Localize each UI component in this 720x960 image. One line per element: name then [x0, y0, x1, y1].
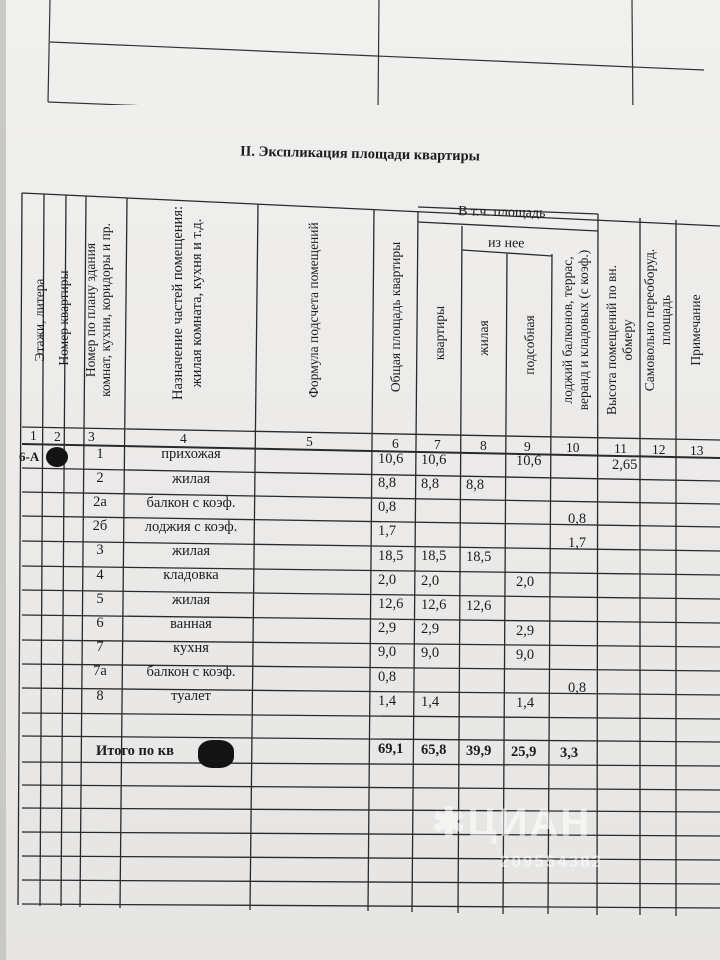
header-note: Примечание	[688, 294, 703, 366]
col-number: 11	[614, 441, 627, 456]
living-area: 8,8	[466, 476, 485, 493]
total-area: 0,8	[378, 499, 397, 516]
total-area: 18,5	[378, 547, 404, 564]
apartment-area: 18,5	[421, 548, 447, 565]
apartment-area: 12,6	[421, 596, 447, 613]
col-number: 1	[30, 428, 37, 443]
apartment-area: 10,6	[421, 451, 447, 468]
totals-label: Итого по кв	[96, 743, 174, 759]
total-area: 8,8	[378, 475, 397, 491]
header-auxiliary: подсобная	[522, 315, 537, 375]
living-area: 12,6	[466, 597, 492, 614]
total-area: 2,9	[378, 620, 397, 637]
apartment-area: 8,8	[421, 475, 440, 492]
watermark-brand: ✱ЦИАН	[432, 801, 592, 845]
totals-apartment: 65,8	[421, 742, 447, 758]
room-name: жилая	[171, 591, 211, 608]
room-number: 7	[96, 639, 104, 656]
room-name: ванная	[170, 615, 212, 632]
balcony-area: 0,8	[568, 680, 587, 697]
room-name: прихожая	[161, 446, 221, 463]
header-unauthorized: Самовольно переоборуд. площадь	[642, 248, 673, 392]
room-name: жилая	[171, 470, 211, 487]
watermark-id: 209554382	[500, 852, 604, 871]
total-area: 10,6	[378, 450, 404, 467]
totals-auxiliary: 25,9	[511, 744, 537, 760]
room-number: 2б	[92, 518, 108, 535]
room-number: 4	[96, 566, 104, 583]
room-number: 8	[96, 687, 104, 704]
total-area: 1,7	[378, 523, 397, 540]
col-number: 3	[88, 429, 95, 444]
apartment-area: 2,0	[421, 572, 440, 589]
col-number: 13	[690, 443, 704, 458]
header-formula: Формула подсчета помещений	[306, 222, 321, 398]
header-plan-number: Номер по плану здания комнат, кухни, коридоры и пр.	[83, 223, 113, 397]
apartment-area: 1,4	[421, 693, 440, 710]
col-number: 5	[306, 434, 313, 449]
room-name: кладовка	[163, 567, 219, 584]
header-total-area: Общая площадь квартиры	[388, 241, 403, 393]
col-number: 7	[434, 437, 441, 452]
col-number: 12	[652, 442, 666, 457]
col-number: 6	[392, 436, 399, 451]
header-of-which: из нее	[487, 235, 525, 252]
room-name: балкон с коэф.	[146, 494, 236, 511]
header-living: жилая	[476, 320, 491, 356]
room-name: кухня	[173, 639, 209, 656]
col-number: 10	[566, 440, 580, 455]
totals-balconies: 3,3	[560, 745, 579, 761]
total-area: 1,4	[378, 692, 397, 709]
balcony-area: 0,8	[568, 510, 587, 527]
auxiliary-area: 1,4	[516, 695, 535, 712]
room-number: 6	[96, 614, 104, 631]
auxiliary-area: 9,0	[516, 646, 535, 663]
room-name: балкон с коэф.	[146, 664, 236, 681]
total-area: 12,6	[378, 596, 404, 612]
total-area: 2,0	[378, 571, 397, 588]
apartment-area: 9,0	[421, 645, 440, 662]
total-area: 9,0	[378, 644, 397, 661]
totals-living: 39,9	[466, 743, 492, 759]
auxiliary-area: 2,9	[516, 622, 535, 639]
col-number: 2	[54, 429, 61, 444]
floor-label: 6-А	[19, 449, 40, 464]
header-incl-area: В т.ч. площадь	[457, 204, 546, 221]
room-number: 1	[96, 445, 104, 462]
section-title: II. Экспликация площади квартиры	[239, 143, 481, 165]
watermark-logo-icon: ✱	[432, 801, 468, 845]
header-balconies: лоджий балконов, террас, веранд и кладовых (с коэф.)	[560, 249, 591, 411]
room-name: туалет	[171, 688, 211, 705]
room-number: 5	[96, 590, 104, 607]
col-number: 9	[524, 439, 531, 454]
room-number: 2а	[93, 493, 107, 510]
header-floor: Этажи, литера	[32, 278, 47, 362]
redaction-mark	[46, 447, 68, 467]
totals-total: 69,1	[378, 741, 404, 757]
col-number: 4	[180, 431, 187, 446]
total-area: 0,8	[378, 668, 397, 685]
room-name: жилая	[171, 543, 211, 560]
header-height: Высота помещений по вн. обмеру	[604, 264, 635, 416]
ceiling-height: 2,65	[612, 457, 638, 474]
room-name: лоджия с коэф.	[144, 518, 238, 535]
redaction-mark	[198, 740, 234, 768]
header-room-purpose: Назначение частей помещения: жилая комната, кухня и т.д.	[170, 205, 205, 401]
room-number: 7а	[93, 663, 107, 680]
col-number: 8	[480, 438, 487, 453]
header-apartment-number: Номер квартиры	[56, 270, 71, 366]
auxiliary-area: 2,0	[516, 574, 535, 591]
room-number: 3	[96, 542, 104, 559]
room-number: 2	[96, 469, 104, 486]
header-apartment-area: квартиры	[432, 305, 447, 361]
balcony-area: 1,7	[568, 534, 587, 551]
apartment-area: 2,9	[421, 620, 440, 637]
living-area: 18,5	[466, 549, 492, 566]
auxiliary-area: 10,6	[516, 453, 542, 470]
